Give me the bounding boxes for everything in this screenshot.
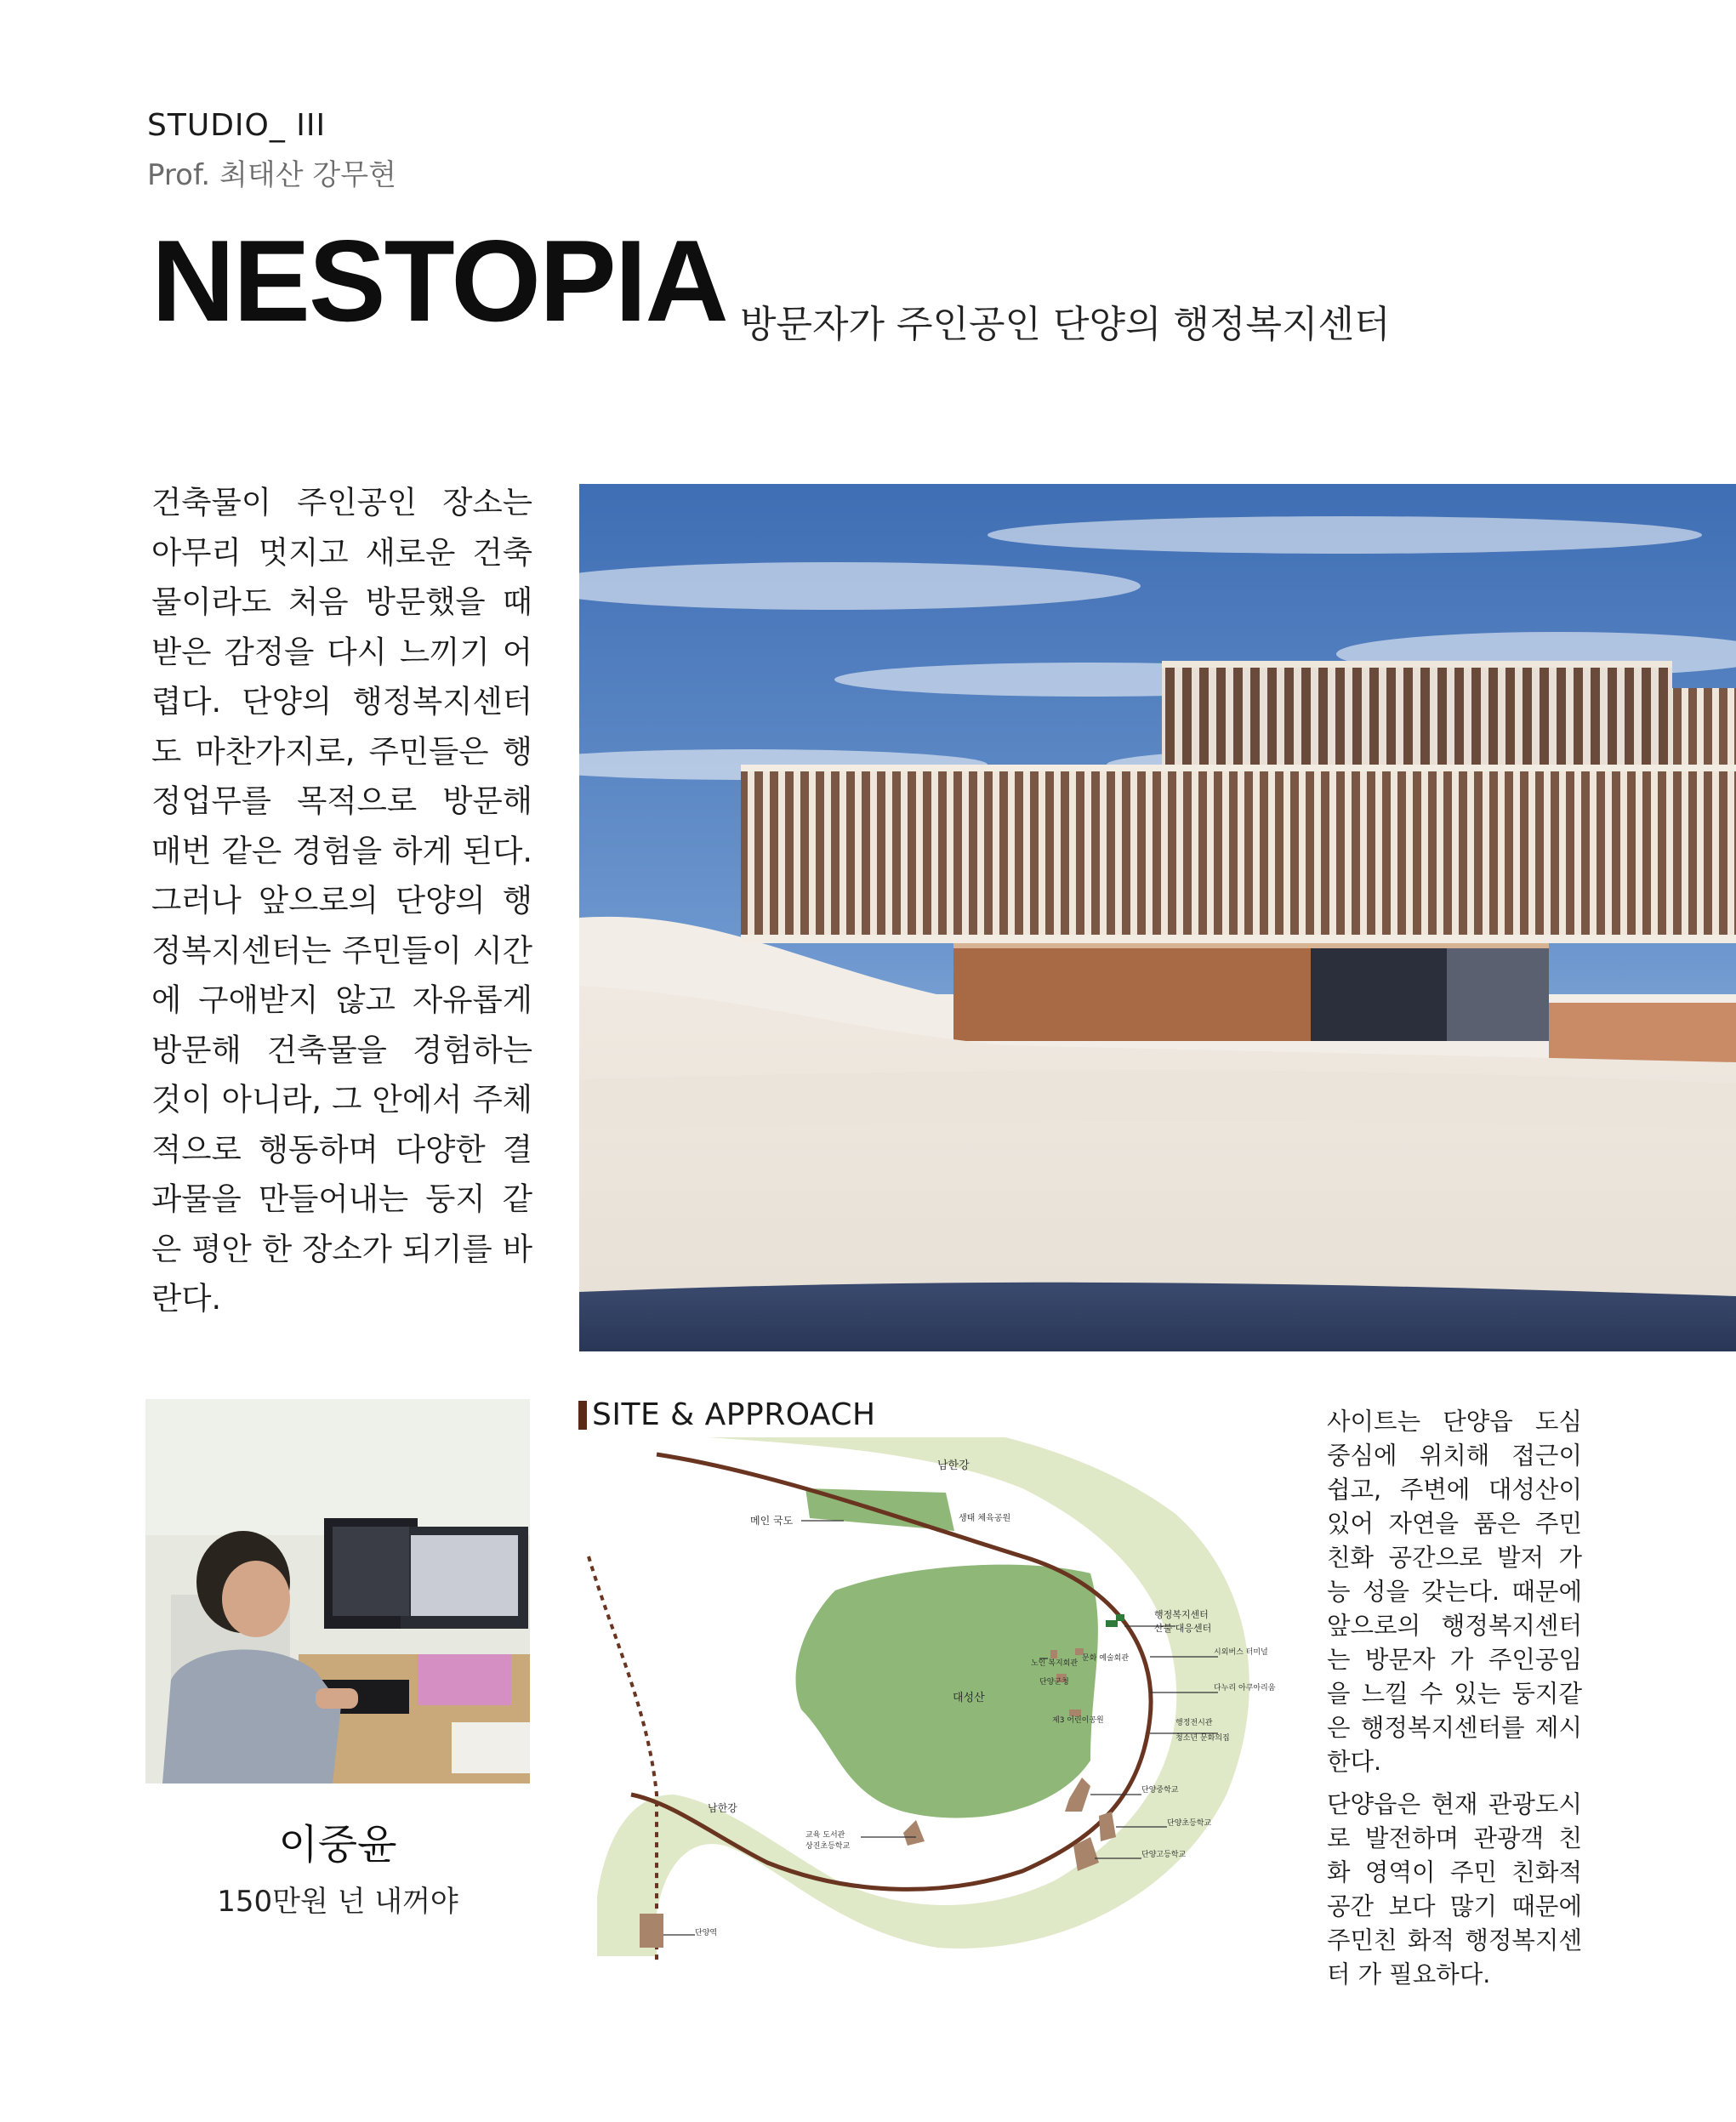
intro-paragraph xyxy=(151,478,532,1324)
map-label-arts-center: 문화 예술회관 xyxy=(1082,1654,1130,1663)
heading-accent-bar xyxy=(578,1401,587,1430)
map-label-park: 생태 체육공원 xyxy=(959,1514,1011,1523)
intro-text: 건축물이 주인공인 장소는 아무리 멋지고 새로운 건축물이라도 처음 방문했을 때 받은 감정을 다시 느끼기 어렵다. 단양의 행정복지센터도 마찬가지로, 주민들은 행정업무를 목적으로 방문해 매번 같은 경험을 하게 된다. 그러나 앞으로의 단양의 행정복지센터는 주민들이 시간에 구애받지 않고 자유롭게 방문해 건축물을 경험하는 것이 아니라, 그 안에서 주체적으로 행동하며 다양한 결과물을 만들어내는 둥지 같은 평안 한 장소가 되기를 바란다. xyxy=(151,484,532,1317)
studio-label: STUDIO_ III xyxy=(147,108,327,143)
site-marker xyxy=(1106,1614,1124,1627)
map-label-station: 단양역 xyxy=(695,1929,718,1937)
site-map xyxy=(580,1437,1312,1965)
site-paragraph-2: 단양읍은 현재 관광도시로 발전하며 관광객 친화 영역이 주민 친화적 공간 보다 많기 때문에 주민친 화적 행정복지센터 가 필요하다. xyxy=(1327,1790,1582,1988)
map-label-aquarium: 다누리 아쿠아리움 xyxy=(1214,1684,1276,1692)
map-label-county-office: 단양군청 xyxy=(1039,1678,1069,1687)
map-label-mountain: 대성산 xyxy=(953,1692,985,1704)
professors-label: Prof. 최태산 강무현 xyxy=(147,158,396,192)
site-paragraph-1: 사이트는 단양읍 도심 중심에 위치해 접근이 쉽고, 주변에 대성산이 있어 자연을 품은 주민 친화 공간으로 발저 가능 성을 갖는다. 때문에 앞으로의 행정복지센터는 방문자 가 주인공임을 느낄 수 있는 둥지같은 행정복지센터를 제시한다. xyxy=(1327,1408,1582,1776)
project-title: NESTOPIA xyxy=(151,216,727,345)
map-label-library-2: 상진초등학교 xyxy=(805,1842,851,1851)
map-label-main-road: 메인 국도 xyxy=(750,1515,794,1527)
map-label-river-left: 남한강 xyxy=(708,1802,737,1814)
map-label-middle-school: 단양중학교 xyxy=(1141,1786,1179,1795)
map-label-youth-center: 청소년 문화의집 xyxy=(1175,1734,1230,1743)
site-description xyxy=(1327,1405,1582,2000)
map-label-center-1: 행정복지센터 xyxy=(1154,1609,1209,1620)
building-render xyxy=(579,484,1736,1351)
site-heading xyxy=(578,1397,876,1432)
mountain-area xyxy=(796,1565,1098,1818)
project-subtitle: 방문자가 주인공인 단양의 행정복지센터 xyxy=(740,303,1391,346)
map-label-hall: 행정전시관 xyxy=(1175,1719,1213,1727)
map-label-senior-welfare: 노인 복지회관 xyxy=(1031,1659,1079,1668)
map-label-high-school: 단양고등학교 xyxy=(1141,1851,1187,1859)
map-label-kids-park: 제3 어린이공원 xyxy=(1052,1716,1104,1725)
map-label-bus-terminal: 시외버스 터미널 xyxy=(1214,1648,1268,1657)
map-label-river-top: 남한강 xyxy=(937,1459,970,1472)
designer-name: 이중윤 xyxy=(278,1821,397,1869)
designer-photo xyxy=(145,1399,530,1784)
site-heading-text: SITE & APPROACH xyxy=(592,1397,876,1432)
map-label-elementary-school: 단양초등학교 xyxy=(1167,1819,1212,1828)
map-label-center-2: 산불 대응센터 xyxy=(1154,1623,1212,1634)
designer-caption: 150만원 넌 내꺼야 xyxy=(217,1885,458,1919)
map-label-library-1: 교육 도서관 xyxy=(805,1831,845,1840)
